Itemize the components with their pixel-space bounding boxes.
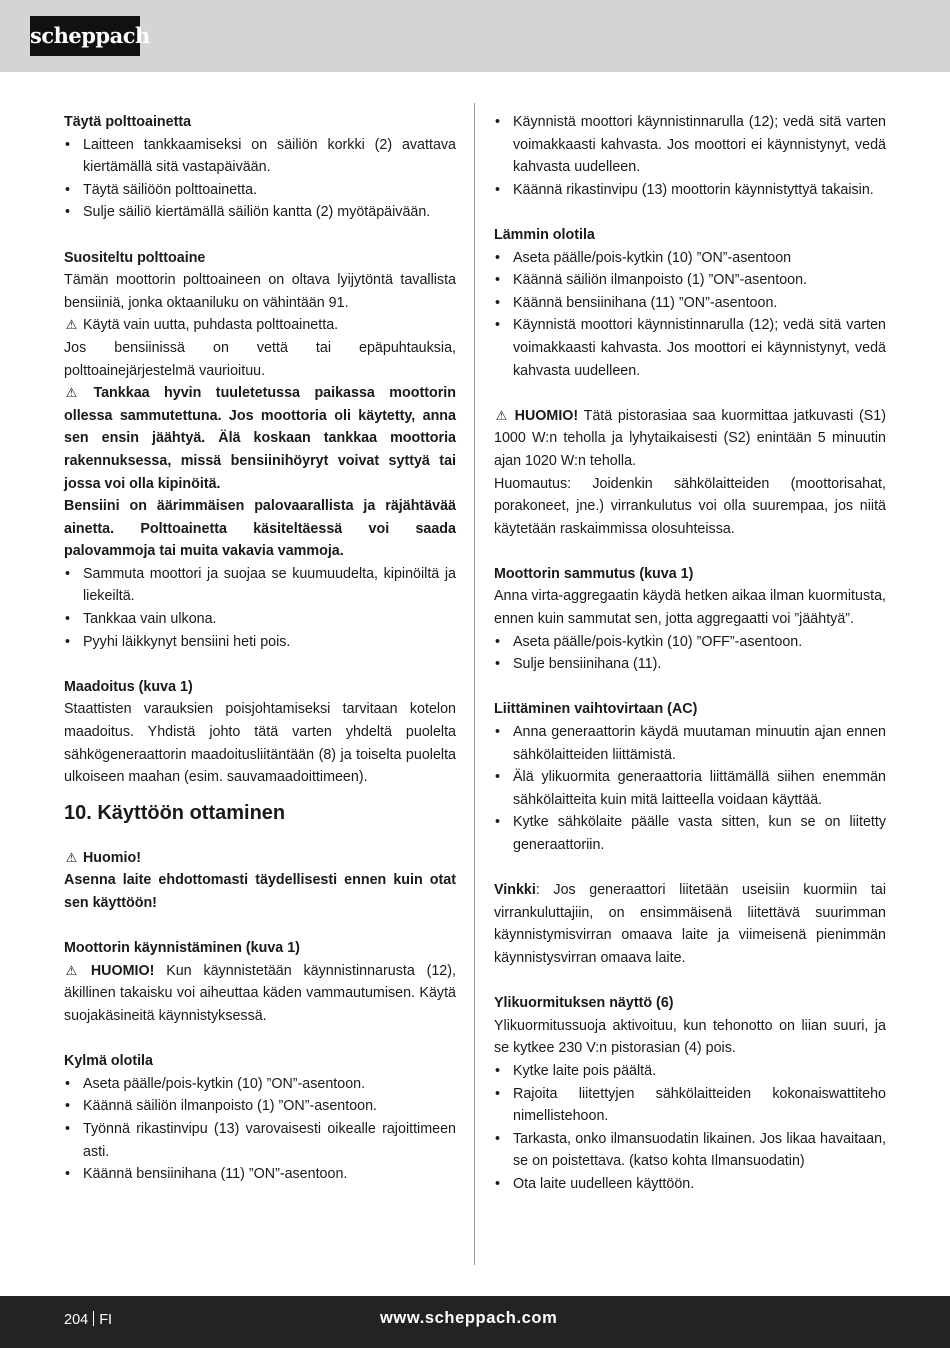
stop-engine-list — [494, 631, 886, 676]
refuel-list — [64, 134, 456, 224]
list-item: • Kytke laite pois päältä. — [494, 1060, 886, 1083]
page-number: 204 — [64, 1312, 89, 1328]
separator — [93, 1311, 94, 1326]
chapter-title: 10. Käyttöön ottaminen — [64, 801, 286, 824]
section-title-cold-state: Kylmä olotila — [64, 1053, 153, 1070]
section-title-start-engine: Moottorin käynnistäminen (kuva 1) — [64, 940, 300, 957]
section-title-warm-state: Lämmin olotila — [494, 226, 595, 243]
list-item: • Anna generaattorin käydä muutaman minuutin ajan ennen sähkölaitteiden liittämistä. — [494, 721, 886, 766]
language-code: FI — [99, 1312, 113, 1328]
list-item: • Sulje säiliö kiertämällä säiliön kantta (2) myötäpäivään. — [64, 201, 456, 224]
scheppach-logo: scheppach — [30, 16, 140, 56]
list-item: • Rajoita liitettyjen sähkölaitteiden kokonaiswattiteho nimellistehoon. — [494, 1083, 886, 1128]
list-item: • Kytke sähkölaite päälle vasta sitten, kun se on liitetty generaattoriin. — [494, 811, 886, 856]
section-title-ac-connection: Liittäminen vaihtovirtaan (AC) — [494, 701, 698, 718]
list-item: • Tarkasta, onko ilmansuodatin likainen. Jos likaa havaitaan, se on poistettava. (katso kohta Ilmansuodatin) — [494, 1128, 886, 1173]
ac-connection-list — [494, 721, 886, 857]
paragraph: Ylikuormitussuoja aktivoituu, kun tehonotto on liian suuri, ja se kytkee 230 V:n pistorasian (4) pois. — [494, 1017, 886, 1057]
warning-paragraph: ⚠ HUOMIO! Kun käynnistetään käynnistinnarusta (12), äkillinen takaisku voi aiheuttaa käden vammautumisen. Käytä suojakäsineitä käynnistyksessä. — [64, 960, 456, 1028]
section-title-recommended-fuel: Suositeltu polttoaine — [64, 249, 206, 266]
warm-state-list — [494, 247, 886, 383]
warning-icon: ⚠ — [495, 407, 508, 423]
start-continued-list — [494, 111, 886, 201]
page-header — [0, 0, 950, 72]
section-title-stop-engine: Moottorin sammutus (kuva 1) — [494, 565, 694, 582]
paragraph: Staattisten varauksien poisjohtamiseksi tarvitaan kotelon maadoitus. Yhdistä johto tätä varten yhdeltä puolelta sähkögeneraattorin maadoitusliitäntään (8) ja toiselta puolelta ulkoiseen maahan (esim. sauvamaadoittimeen). — [64, 701, 456, 786]
list-item: • Aseta päälle/pois-kytkin (10) ”ON”-asentoon. — [64, 1073, 456, 1096]
right-column — [494, 111, 886, 1196]
website-url: www.scheppach.com — [380, 1309, 558, 1327]
page-number-block — [64, 1311, 112, 1328]
list-item: • Aseta päälle/pois-kytkin (10) ”OFF”-asentoon. — [494, 631, 886, 654]
list-item: • Käännä säiliön ilmanpoisto (1) ”ON”-asentoon. — [64, 1095, 456, 1118]
list-item: • Käännä bensiinihana (11) ”ON”-asentoon. — [64, 1163, 456, 1186]
list-item: • Aseta päälle/pois-kytkin (10) ”ON”-asentoon — [494, 247, 886, 270]
paragraph: Anna virta-aggregaatin käydä hetken aikaa ilman kuormitusta, ennen kuin sammutat sen, jotta aggregaatti voi ”jäähtyä”. — [494, 588, 886, 628]
warning-icon: ⚠ — [65, 385, 78, 401]
list-item: • Ota laite uudelleen käyttöön. — [494, 1173, 886, 1196]
page-footer — [0, 1296, 950, 1348]
warning-icon: ⚠ — [65, 849, 78, 865]
list-item: • Laitteen tankkaamiseksi on säiliön korkki (2) avattava kiertämällä sitä vastapäivään. — [64, 134, 456, 179]
list-item: • Älä ylikuormita generaattoria liittämällä siihen enemmän sähkölaitteita kuin mitä laitteella voidaan käyttää. — [494, 766, 886, 811]
warning-paragraph-bold: ⚠ Tankkaa hyvin tuuletetussa paikassa moottorin ollessa sammutettuna. Jos moottoria oli käytetty, anna sen ensin jäähtyä. Älä koskaan tankkaa moottoria rakennuksessa, missä bensiinihöyryt voivat syttyä tai jossa voi olla kipinöitä. — [64, 382, 456, 495]
list-item: • Käynnistä moottori käynnistinnarulla (12); vedä sitä varten voimakkaasti kahvasta. Jos moottori ei käynnistynyt, vedä kahvasta uudelleen. — [494, 314, 886, 382]
warning-icon: ⚠ — [65, 317, 78, 333]
warning-icon: ⚠ — [65, 962, 78, 978]
notice-text: Asenna laite ehdottomasti täydellisesti ennen kuin otat sen käyttöön! — [64, 872, 456, 911]
paragraph: Tämän moottorin polttoaineen on oltava lyijytöntä tavallista bensiiniä, jonka oktaaniluku on vähintään 91. — [64, 272, 456, 311]
safety-list — [64, 563, 456, 653]
section-title-overload: Ylikuormituksen näyttö (6) — [494, 995, 674, 1012]
column-divider — [474, 103, 475, 1265]
note-paragraph: Huomautus: Joidenkin sähkölaitteiden (moottorisahat, porakoneet, jne.) virrankulutus voi olla suurempaa, jos niitä käytetään raskaimmissa olosuhteissa. — [494, 475, 886, 537]
section-title-grounding: Maadoitus (kuva 1) — [64, 678, 193, 695]
overload-list — [494, 1060, 886, 1196]
list-item: • Käännä säiliön ilmanpoisto (1) ”ON”-asentoon. — [494, 269, 886, 292]
left-column — [64, 111, 456, 1186]
cold-state-list — [64, 1073, 456, 1186]
list-item: • Käännä bensiinihana (11) ”ON”-asentoon. — [494, 292, 886, 315]
list-item: • Pyyhi läikkynyt bensiini heti pois. — [64, 631, 456, 654]
list-item: • Käännä rikastinvipu (13) moottorin käynnistyttyä takaisin. — [494, 179, 886, 202]
tip-paragraph: Vinkki: Jos generaattori liitetään useisiin kuormiin tai virrankuluttajiin, on ensimmäisenä liitettävä suurimman käynnistymisvirran omaava laite ja viimeisenä pienimmän käynnistysvirran omaava laite. — [494, 882, 886, 966]
list-item: • Sulje bensiinihana (11). — [494, 653, 886, 676]
warning-paragraph: ⚠ HUOMIO! Tätä pistorasiaa saa kuormittaa jatkuvasti (S1) 1000 W:n teholla ja lyhytaikaisesti (S2) enintään 5 minuutin ajan 1020 W:n teholla. — [494, 405, 886, 473]
section-title-refuel: Täytä polttoainetta — [64, 114, 192, 130]
warning-paragraph-bold: Bensiini on äärimmäisen palovaarallista ja räjähtävää ainetta. Polttoainetta käsiteltäessä voi saada palovammoja tai muita vakavia vammoja. — [64, 498, 456, 560]
list-item: • Sammuta moottori ja suojaa se kuumuudelta, kipinöiltä ja liekeiltä. — [64, 563, 456, 608]
paragraph: Jos bensiinissä on vettä tai epäpuhtauksia, polttoainejärjestelmä vaurioituu. — [64, 339, 456, 379]
list-item: • Käynnistä moottori käynnistinnarulla (12); vedä sitä varten voimakkaasti kahvasta. Jos moottori ei käynnistynyt, vedä kahvasta uudelleen. — [494, 111, 886, 179]
warning-paragraph: ⚠ Käytä vain uutta, puhdasta polttoainetta. — [64, 314, 456, 337]
list-item: • Tankkaa vain ulkona. — [64, 608, 456, 631]
notice-heading: ⚠ Huomio! — [64, 847, 456, 870]
list-item: • Työnnä rikastinvipu (13) varovaisesti oikealle rajoittimeen asti. — [64, 1118, 456, 1163]
list-item: • Täytä säiliöön polttoainetta. — [64, 179, 456, 202]
